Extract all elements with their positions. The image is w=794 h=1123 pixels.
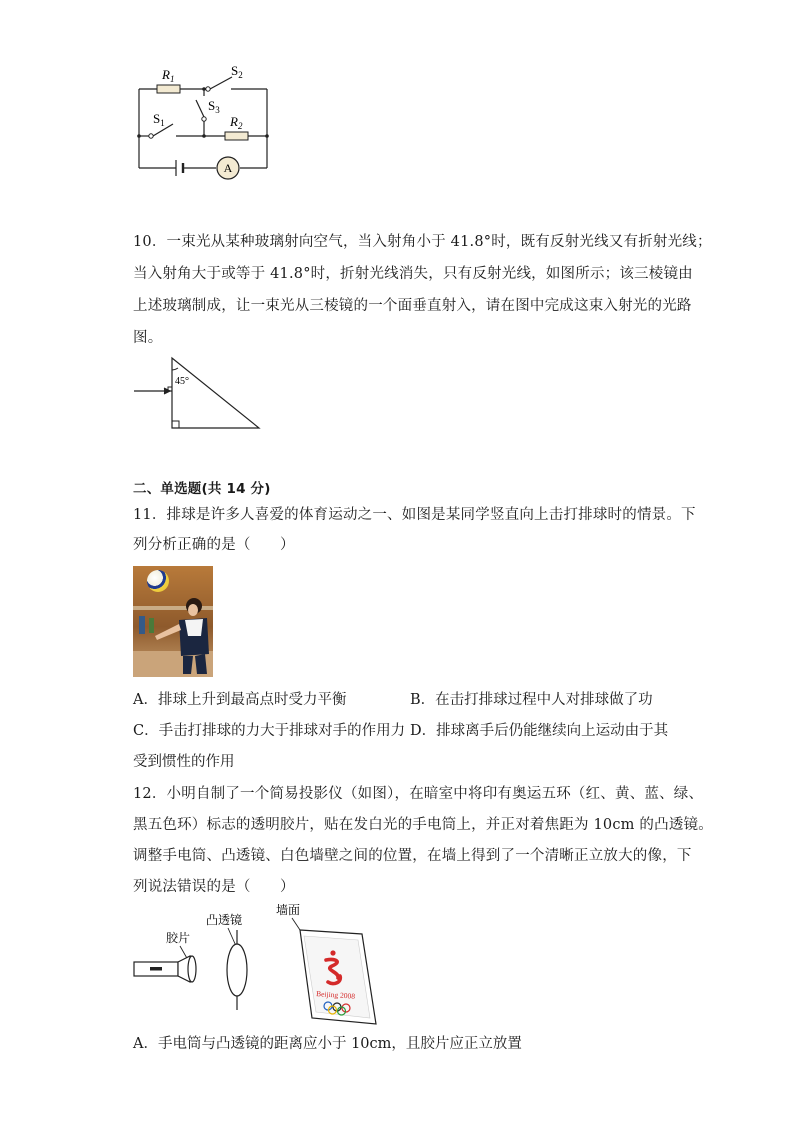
q10-line-3: 上述玻璃制成，让一束光从三棱镜的一个面垂直射入，请在图中完成这束入射光的光路 [133, 298, 692, 314]
emblem-text: Beijing 2008 [315, 989, 356, 1001]
q11-line-1: 11．排球是许多人喜爱的体育运动之一、如图是某同学竖直向上击打排球时的情景。下 [133, 507, 696, 523]
q12-line-1: 12．小明自制了一个简易投影仪（如图），在暗室中将印有奥运五环（红、黄、蓝、绿、 [133, 786, 704, 802]
resistor-r2 [225, 132, 248, 140]
label-r1: $R_1$ [162, 67, 175, 84]
battery-icon [176, 160, 183, 176]
volleyball-icon [147, 570, 169, 592]
volleyball-photo [133, 566, 213, 677]
prism-diagram [128, 352, 268, 434]
wall-panel [300, 930, 376, 1024]
section-title: 二、单选题(共 14 分) [133, 481, 271, 497]
label-r2: $R_2$ [230, 114, 243, 131]
q12-line-4: 列说法错误的是（ ） [133, 879, 295, 895]
resistor-r1 [157, 85, 180, 93]
label-s2: $S_2$ [231, 63, 243, 80]
q10-line-1: 10．一束光从某种玻璃射向空气，当入射角小于 41.8°时，既有反射光线又有折射光线； [133, 234, 712, 250]
prism-angle-label: 45° [175, 376, 189, 387]
circuit-diagram [128, 60, 278, 182]
q11-option-a[interactable]: A．排球上升到最高点时受力平衡 [133, 692, 347, 708]
q11-line-2: 列分析正确的是（ ） [133, 537, 295, 553]
q10-line-4: 图。 [133, 330, 163, 346]
label-s1: $S_1$ [153, 111, 165, 128]
label-s3: $S_3$ [208, 98, 220, 115]
label-film: 胶片 [166, 931, 191, 945]
flashlight-icon [134, 956, 196, 982]
q11-option-c[interactable]: C．手击打排球的力大于排球对手的作用力 [133, 723, 406, 739]
convex-lens-icon [227, 930, 247, 1010]
q12-line-3: 调整手电筒、凸透镜、白色墙壁之间的位置，在墙上得到了一个清晰正立放大的像，下 [133, 848, 692, 864]
projector-diagram [130, 900, 380, 1026]
q10-line-2: 当入射角大于或等于 41.8°时，折射光线消失，只有反射光线，如图所示；该三棱镜由 [133, 266, 693, 282]
q11-option-b[interactable]: B．在击打排球过程中人对排球做了功 [410, 692, 653, 708]
label-lens: 凸透镜 [206, 913, 243, 927]
q11-option-d-continued: 受到惯性的作用 [133, 754, 235, 770]
q11-option-d[interactable]: D．排球离手后仍能继续向上运动由于其 [410, 723, 669, 739]
q12-option-a[interactable]: A．手电筒与凸透镜的距离应小于 10cm，且胶片应正立放置 [133, 1036, 522, 1052]
label-wall: 墙面 [276, 903, 301, 917]
ammeter-label: A [223, 161, 233, 175]
q12-line-2: 黑五色环）标志的透明胶片，贴在发白光的手电筒上，并正对着焦距为 10cm 的凸透镜。 [133, 817, 713, 833]
